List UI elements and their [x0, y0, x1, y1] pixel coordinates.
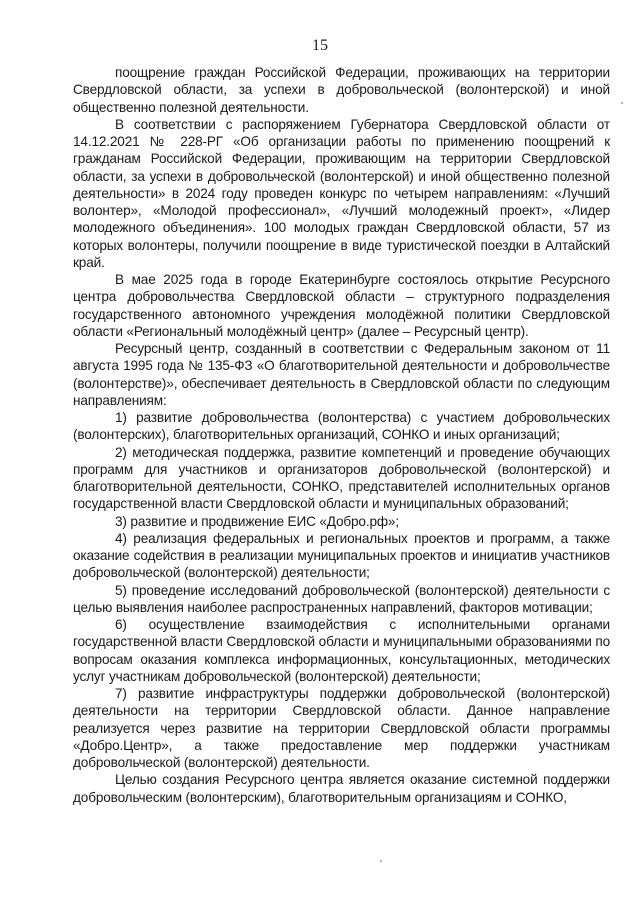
scan-speck: [621, 102, 623, 104]
list-item-direction-1: 1) развитие добровольчества (волонтерства) с участием добровольческих (волонтерских), благотворительных организаций, СОНКО и иных организаций;: [73, 410, 610, 443]
paragraph-continuation-encouragement: поощрение граждан Российской Федерации, проживающих на территории Свердловской области, за успехи в добровольческой (волонтерской) и иной общественно полезной деятельности.: [73, 65, 610, 115]
page-number: 15: [312, 37, 328, 54]
list-item-direction-7: 7) развитие инфраструктуры поддержки добровольческой (волонтерской) деятельности на территории Свердловской области. Данное направление реализуется через развитие на территории Свердловской области программы «Добро.Центр», а также предоставление мер поддержки участникам добровольческой (волонтерской) деятельности.: [73, 686, 610, 770]
paragraph-governor-order-contest: В соответствии с распоряжением Губернатора Свердловской области от 14.12.2021 № 228-РГ «Об организации работы по применению поощрений к гражданам Российской Федерации, проживающим на территории Свердловской области, за успехи в добровольческой (волонтерской) и иной общественно полезной деятельности» в 2024 году проведен конкурс по четырем направлениям: «Лучший волонтер», «Молодой профессионал», «Лучший молодежный проект», «Лидер молодежного объединения». 100 молодых граждан Свердловской области, 57 из которых волонтеры, получили поощрение в виде туристической поездки в Алтайский край.: [73, 116, 610, 270]
list-item-direction-4: 4) реализация федеральных и региональных проектов и программ, а также оказание содействия в реализации муниципальных проектов и инициатив участников добровольческой (волонтерской) деятельности;: [73, 530, 610, 581]
paragraph-resource-center-goal: Целью создания Ресурсного центра является оказание системной поддержки добровольческим (волонтерским), благотворительным организациям и СОНКО,: [73, 772, 610, 805]
list-item-direction-5: 5) проведение исследований добровольческой (волонтерской) деятельности с целью выявления наиболее распространенных направлений, факторов мотивации;: [73, 582, 610, 615]
list-item-direction-6: 6) осуществление взаимодействия с исполнительными органами государственной власти Свердловской области и муниципальными образованиями по вопросам оказания комплекса информационных, консультационных, методических услуг участникам добровольческой (волонтерской) деятельности;: [73, 617, 610, 684]
document-body: [73, 64, 610, 806]
list-item-direction-2: 2) методическая поддержка, развитие компетенций и проведение обучающих программ для участников и организаторов добровольческой (волонтерской) и благотворительной деятельности, СОНКО, представителей исполнительных органов государственной власти Свердловской области и муниципальных образований;: [73, 444, 610, 512]
scan-speck: [380, 860, 382, 862]
paragraph-resource-center-opening: В мае 2025 года в городе Екатеринбурге состоялось открытие Ресурсного центра добровольчества Свердловской области – структурного подразделения государственного автономного учреждения молодёжной политики Свердловской области «Региональный молодёжный центр» (далее – Ресурсный центр).: [73, 272, 610, 339]
paragraph-resource-center-directions-intro: Ресурсный центр, созданный в соответствии с Федеральным законом от 11 августа 1995 года № 135-ФЗ «О благотворительной деятельности и добровольчестве (волонтерстве)», обеспечивает деятельность в Свердловской области по следующим направлениям:: [73, 341, 610, 408]
list-item-direction-3: 3) развитие и продвижение ЕИС «Добро.рф»;: [115, 513, 399, 529]
